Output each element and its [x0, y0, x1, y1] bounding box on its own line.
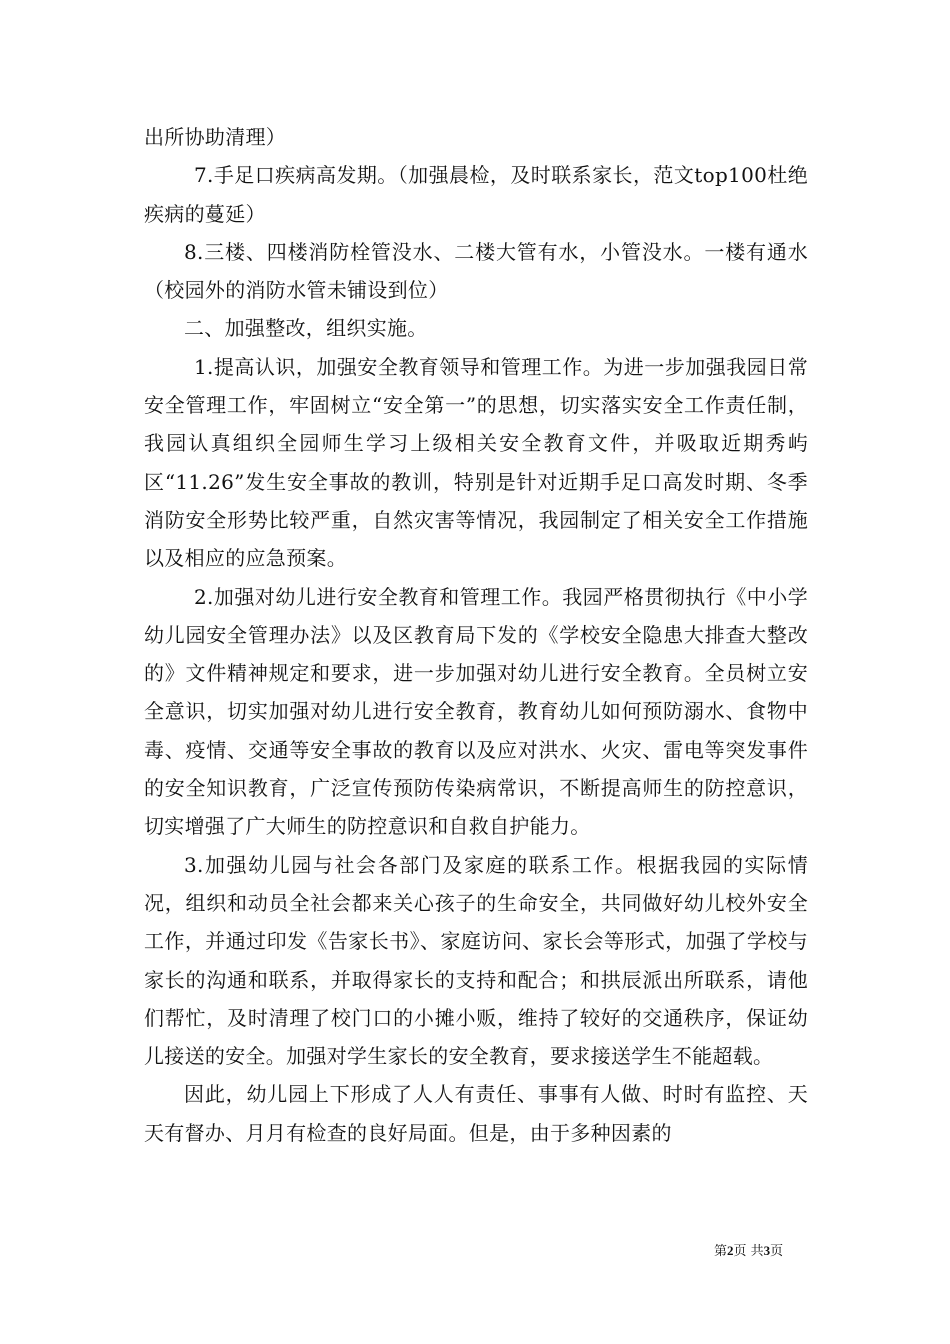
footer-current-page: 2: [727, 1243, 734, 1258]
paragraph-conclusion: 因此，幼儿园上下形成了人人有责任、事事有人做、时时有监控、天天有督办、月月有检查的良好局面。但是，由于多种因素的: [144, 1082, 808, 1145]
document-body: [144, 118, 808, 1152]
paragraph-continuation: 出所协助清理）: [144, 125, 287, 149]
paragraph-item-7: 7.手足口疾病高发期。（加强晨检，及时联系家长，范文top100杜绝疾病的蔓延）: [144, 163, 808, 226]
footer-suffix: 页: [770, 1244, 784, 1259]
footer-total-pages: 3: [763, 1243, 771, 1258]
footer-prefix: 第: [714, 1244, 728, 1259]
page-footer: [714, 1243, 783, 1260]
footer-middle: 页 共: [733, 1244, 764, 1259]
paragraph-measure-3: 3.加强幼儿园与社会各部门及家庭的联系工作。根据我园的实际情况，组织和动员全社会都来关心孩子的生命安全，共同做好幼儿校外安全工作，并通过印发《告家长书》、家庭访问、家长会等形式，加强了学校与家长的沟通和联系，并取得家长的支持和配合；和拱辰派出所联系，请他们帮忙，及时清理了校门口的小摊小贩，维持了较好的交通秩序，保证幼儿接送的安全。加强对学生家长的安全教育，要求接送学生不能超载。: [144, 852, 808, 1069]
paragraph-item-8: 8.三楼、四楼消防栓管没水、二楼大管有水，小管没水。一楼有通水（校园外的消防水管未铺设到位）: [144, 239, 808, 303]
paragraph-measure-2: 2.加强对幼儿进行安全教育和管理工作。我园严格贯彻执行《中小学幼儿园安全管理办法》以及区教育局下发的《学校安全隐患大排查大整改的》文件精神规定和要求，进一步加强对幼儿进行安全教育。全员树立安全意识，切实加强对幼儿进行安全教育，教育幼儿如何预防溺水、食物中毒、疫情、交通等安全事故的教育以及应对洪水、火灾、雷电等突发事件的安全知识教育，广泛宣传预防传染病常识，不断提高师生的防控意识，切实增强了广大师生的防控意识和自救自护能力。: [144, 584, 808, 839]
section-heading-2: 二、加强整改，组织实施。: [184, 316, 428, 341]
paragraph-measure-1: 1.提高认识，加强安全教育领导和管理工作。为进一步加强我园日常安全管理工作，牢固树立“安全第一”的思想，切实落实安全工作责任制，我园认真组织全园师生学习上级相关安全教育文件，并吸取近期秀屿区“11.26”发生安全事故的教训，特别是针对近期手足口高发时期、冬季消防安全形势比较严重，自然灾害等情况，我园制定了相关安全工作措施以及相应的应急预案。: [144, 354, 808, 571]
